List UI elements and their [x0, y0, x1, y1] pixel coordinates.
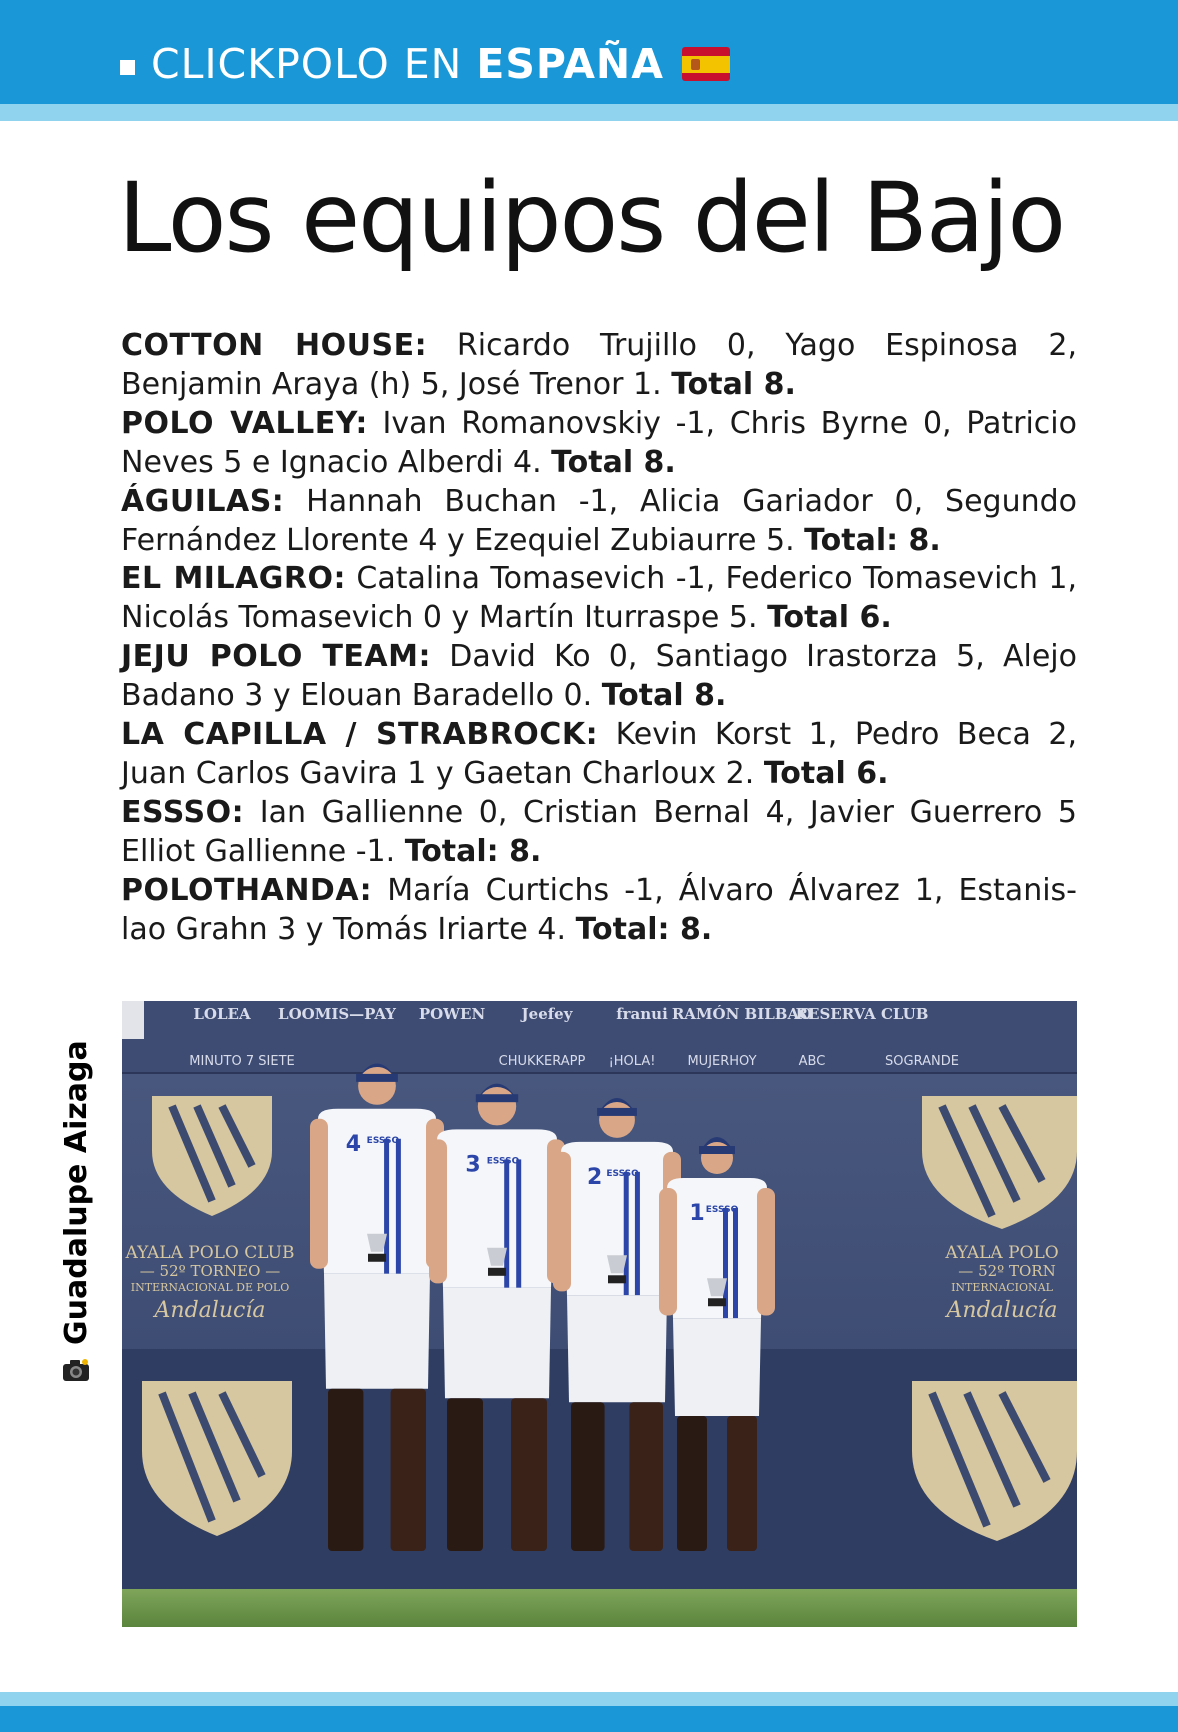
- banner-right-edition: — 52º TORN: [958, 1262, 1056, 1280]
- banner-left-region: Andalucía: [154, 1298, 266, 1323]
- team-total: Total 6.: [763, 755, 889, 791]
- team-players: David Ko 0, Santiago Irastorza 5, Alejo Badano 3 y Elouan Baradello 0.: [121, 639, 1078, 714]
- sponsor-logo: CHUKKERAPP: [498, 1054, 586, 1069]
- jersey-number: 1: [689, 1201, 705, 1226]
- team-entry: [121, 638, 1077, 716]
- sponsor-logo: Jeefey: [521, 1005, 573, 1023]
- jersey-number: 4: [345, 1131, 362, 1157]
- article-title: Los equipos del Bajo: [118, 162, 1065, 274]
- sponsor-logo: MUJERHOY: [687, 1054, 757, 1069]
- sponsor-logo: LOLEA: [193, 1005, 251, 1023]
- team-total: Total: 8.: [404, 833, 542, 869]
- team-logo: ESSSO: [606, 1168, 639, 1179]
- team-name: LA CAPILLA / STRABROCK:: [121, 717, 599, 753]
- team-total: Total: 8.: [575, 911, 713, 947]
- banner-right-region: Andalucía: [946, 1298, 1058, 1323]
- bullet-square-icon: [120, 60, 135, 75]
- sponsor-logo: RESERVA CLUB: [795, 1005, 929, 1023]
- section-label-light: CLICKPOLO EN: [151, 40, 477, 88]
- section-label-bold: ESPAÑA: [476, 40, 664, 88]
- team-name: EL MILAGRO:: [121, 561, 347, 597]
- team-entry: [121, 872, 1077, 950]
- team-players: Catalina Tomasevich -1, Federico Tomasevich 1, Nicolás Tomasevich 0 y Martín Iturraspe 5.: [121, 561, 1077, 636]
- team-entry: [121, 405, 1077, 483]
- section-header: [120, 36, 730, 92]
- camera-icon: [61, 1357, 91, 1383]
- team-players: Ivan Romanovskiy -1, Chris Byrne 0, Patricio Neves 5 e Ignacio Alberdi 4.: [121, 405, 1077, 480]
- team-entry: [121, 560, 1077, 638]
- team-name: POLO VALLEY:: [121, 405, 368, 441]
- jersey-number: 3: [465, 1152, 481, 1178]
- team-entry: [121, 483, 1077, 561]
- banner-left-subtitle: INTERNACIONAL DE POLO: [130, 1281, 290, 1294]
- team-total: Total 8.: [551, 444, 676, 480]
- section-label: [151, 40, 664, 88]
- section-header-bar: [0, 0, 1178, 104]
- sponsor-logo: franui: [616, 1005, 668, 1023]
- team-total: Total: 8.: [804, 522, 941, 558]
- banner-right-club: AYALA POLO: [945, 1243, 1059, 1263]
- photographer-name: Guadalupe Aizaga: [59, 1040, 94, 1345]
- sponsor-logo: MINUTO 7 SIETE: [189, 1054, 295, 1069]
- team-players: Ricardo Trujillo 0, Yago Espinosa 2, Benjamin Araya (h) 5, José Trenor 1.: [121, 328, 1077, 402]
- sponsor-logo: POWEN: [418, 1005, 486, 1023]
- team-name: POLOTHANDA:: [121, 872, 373, 908]
- team-entry: [121, 716, 1077, 794]
- team-name: JEJU POLO TEAM:: [121, 639, 431, 675]
- header-accent-stripe: [0, 104, 1178, 121]
- team-logo: ESSSO: [366, 1135, 400, 1146]
- sponsor-logo: RAMÓN BILBAO: [671, 1005, 813, 1023]
- team-total: Total 8.: [671, 366, 796, 402]
- team-logo: ESSSO: [486, 1156, 520, 1167]
- sponsor-logo: ABC: [798, 1054, 826, 1069]
- footer-accent-stripe: [0, 1692, 1178, 1706]
- sponsor-logo: ¡HOLA!: [608, 1054, 656, 1069]
- team-total: Total 6.: [767, 600, 892, 636]
- team-photo: [122, 1001, 1077, 1627]
- sponsor-logo: SOGRANDE: [885, 1054, 959, 1069]
- photo-credit: [54, 995, 100, 1395]
- banner-left-edition: — 52º TORNEO —: [139, 1262, 281, 1280]
- banner-right-subtitle: INTERNACIONAL: [951, 1281, 1053, 1294]
- team-name: ESSSO:: [121, 794, 245, 830]
- banner-left-club: AYALA POLO CLUB: [125, 1243, 295, 1263]
- spain-flag-icon: [682, 47, 730, 81]
- team-players: María Curtichs -1, Álvaro Álvarez 1, Estanis-lao Grahn 3 y Tomás Iriarte 4.: [121, 872, 1077, 947]
- team-players: Hannah Buchan -1, Alicia Gariador 0, Segundo Fernández Llorente 4 y Ezequiel Zubiaurre 5.: [121, 483, 1077, 558]
- team-players: Ian Gallienne 0, Cristian Bernal 4, Javier Guerrero 5 Elliot Gallienne -1.: [121, 794, 1077, 869]
- team-entry: [121, 327, 1077, 405]
- sponsor-logo: LOOMIS—PAY: [278, 1005, 396, 1023]
- teams-list: [121, 327, 1077, 950]
- team-players: Kevin Korst 1, Pedro Beca 2, Juan Carlos Gavira 1 y Gaetan Charloux 2.: [121, 717, 1077, 791]
- team-total: Total 8.: [601, 678, 727, 714]
- team-name: COTTON HOUSE:: [121, 328, 428, 363]
- footer-bar: [0, 1706, 1178, 1732]
- jersey-number: 2: [586, 1164, 603, 1190]
- team-photo-illustration: [122, 1001, 1077, 1627]
- team-entry: [121, 794, 1077, 872]
- team-logo: ESSSO: [705, 1205, 739, 1215]
- team-name: ÁGUILAS:: [121, 483, 285, 519]
